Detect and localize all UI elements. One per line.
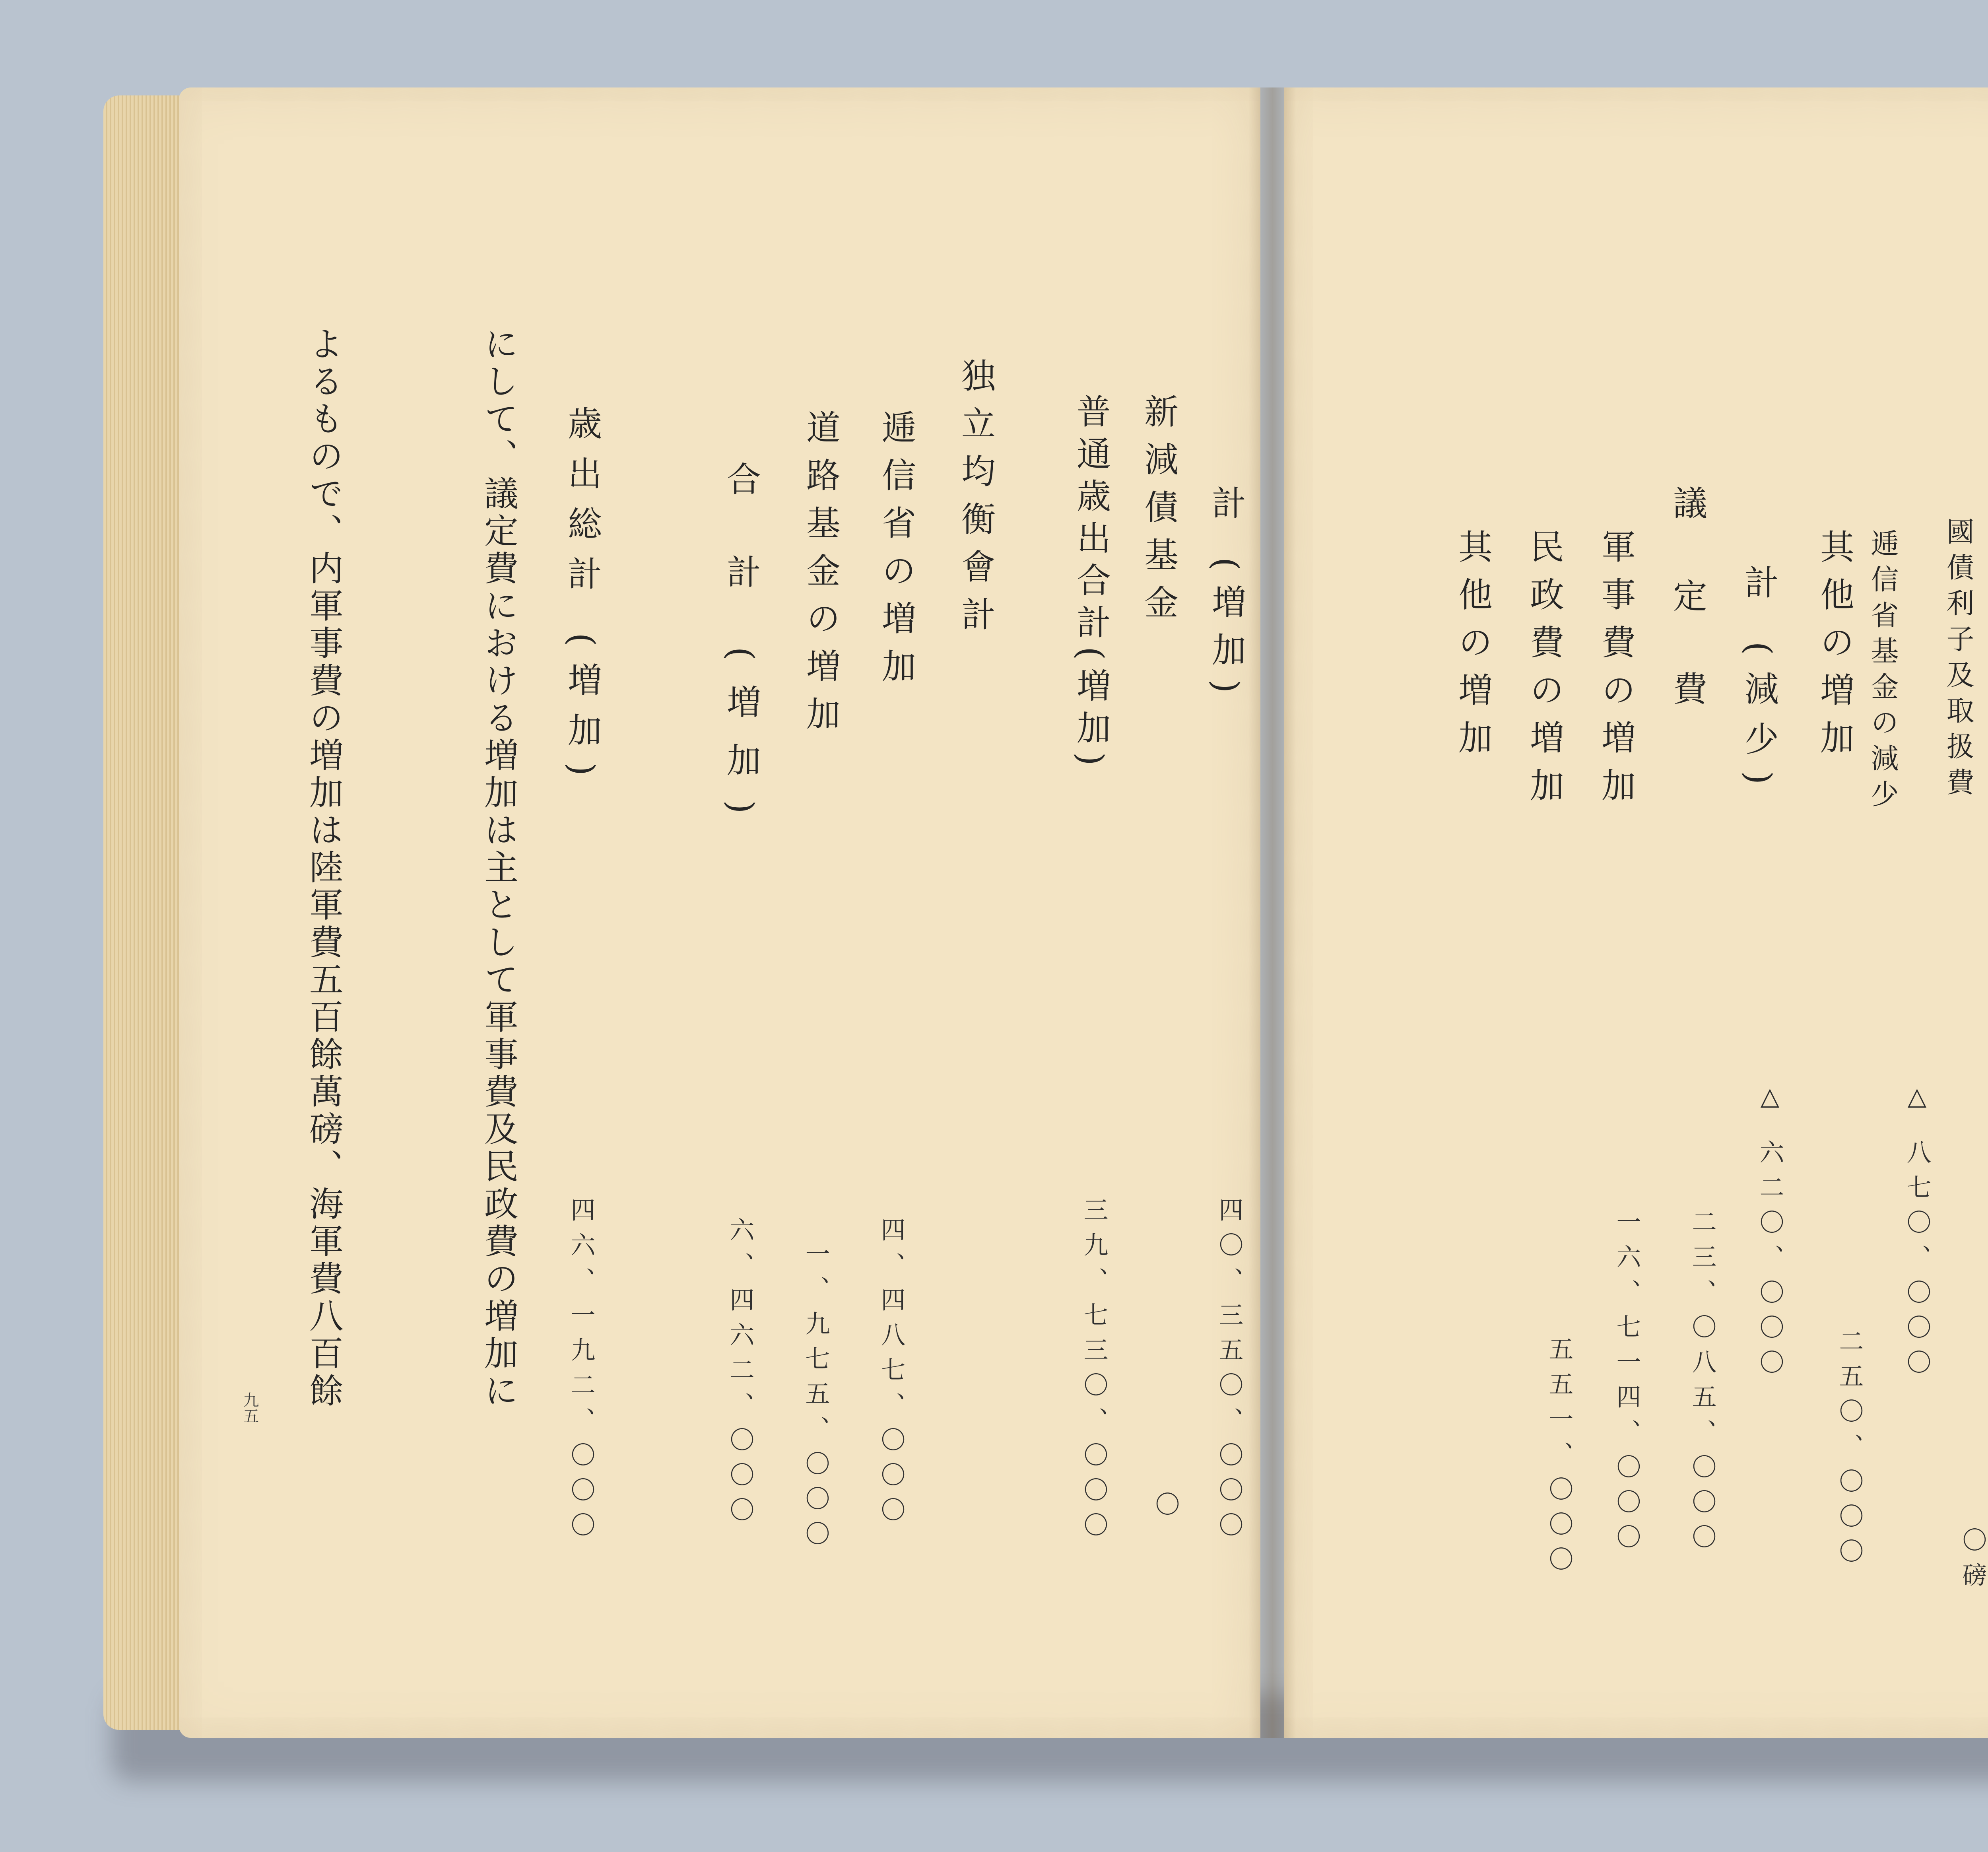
amount: 二三、〇八五、〇〇〇 <box>1688 1209 1717 1559</box>
text-line: 民政費の増加 <box>1524 529 1564 815</box>
amount: 四、四八七、〇〇〇 <box>877 1217 906 1532</box>
book-gutter <box>1248 87 1296 1738</box>
amount: 三九、七三〇、〇〇〇 <box>1079 1197 1109 1547</box>
text-line: 普通歳出合計(増加) <box>1071 394 1110 774</box>
text-line: 計 (減少) <box>1739 565 1778 801</box>
amount: 〇 <box>1151 1491 1180 1526</box>
page-number: 九五 <box>241 1392 259 1424</box>
text-line: 道路基金の増加 <box>800 410 840 744</box>
text-line: 計 (増加) <box>1206 485 1246 707</box>
text-line: 独立均衡會計 <box>955 358 995 644</box>
amount: △ 八七〇、〇〇〇 <box>1903 1082 1932 1384</box>
text-line: 議 定 費 <box>1667 485 1707 729</box>
amount: 一六、七一四、〇〇〇 <box>1612 1209 1641 1559</box>
amount: 六、四六二、〇〇〇 <box>726 1217 755 1532</box>
text-line: 逓信省基金の減少 <box>1866 529 1899 815</box>
text-line: 合 計 (増加) <box>721 461 761 838</box>
amount: 〇磅 <box>1958 1527 1987 1597</box>
text-line: 新減債基金 <box>1138 394 1178 632</box>
right-page <box>1284 87 1988 1738</box>
amount: 五五一、〇〇〇 <box>1545 1336 1574 1581</box>
text-line: 逓信省の増加 <box>876 410 916 696</box>
left-page-edges <box>103 95 187 1730</box>
text-line: 歳出総計 (増加) <box>562 406 602 792</box>
text-line: 軍事費の増加 <box>1596 529 1635 815</box>
amount: 四六、一九二、〇〇〇 <box>567 1197 596 1547</box>
text-line: よるもので、内軍事費の増加は陸軍費五百餘萬磅、海軍費八百餘 <box>303 326 343 1410</box>
text-line: 其他の増加 <box>1452 529 1492 768</box>
text-line: 其他の増加 <box>1814 529 1854 768</box>
amount: 一、九七五、〇〇〇 <box>801 1241 830 1556</box>
text-line: 國債利子及取扱費 <box>1942 517 1974 803</box>
open-book <box>95 72 1988 1758</box>
text-line: にして、議定費における増加は主として軍事費及民政費の増加に <box>478 326 518 1410</box>
amount: 二五〇、〇〇〇 <box>1835 1328 1864 1573</box>
amount: 四〇、三五〇、〇〇〇 <box>1215 1197 1244 1547</box>
left-page <box>179 87 1260 1738</box>
amount: △ 六二〇、〇〇〇 <box>1755 1082 1784 1384</box>
